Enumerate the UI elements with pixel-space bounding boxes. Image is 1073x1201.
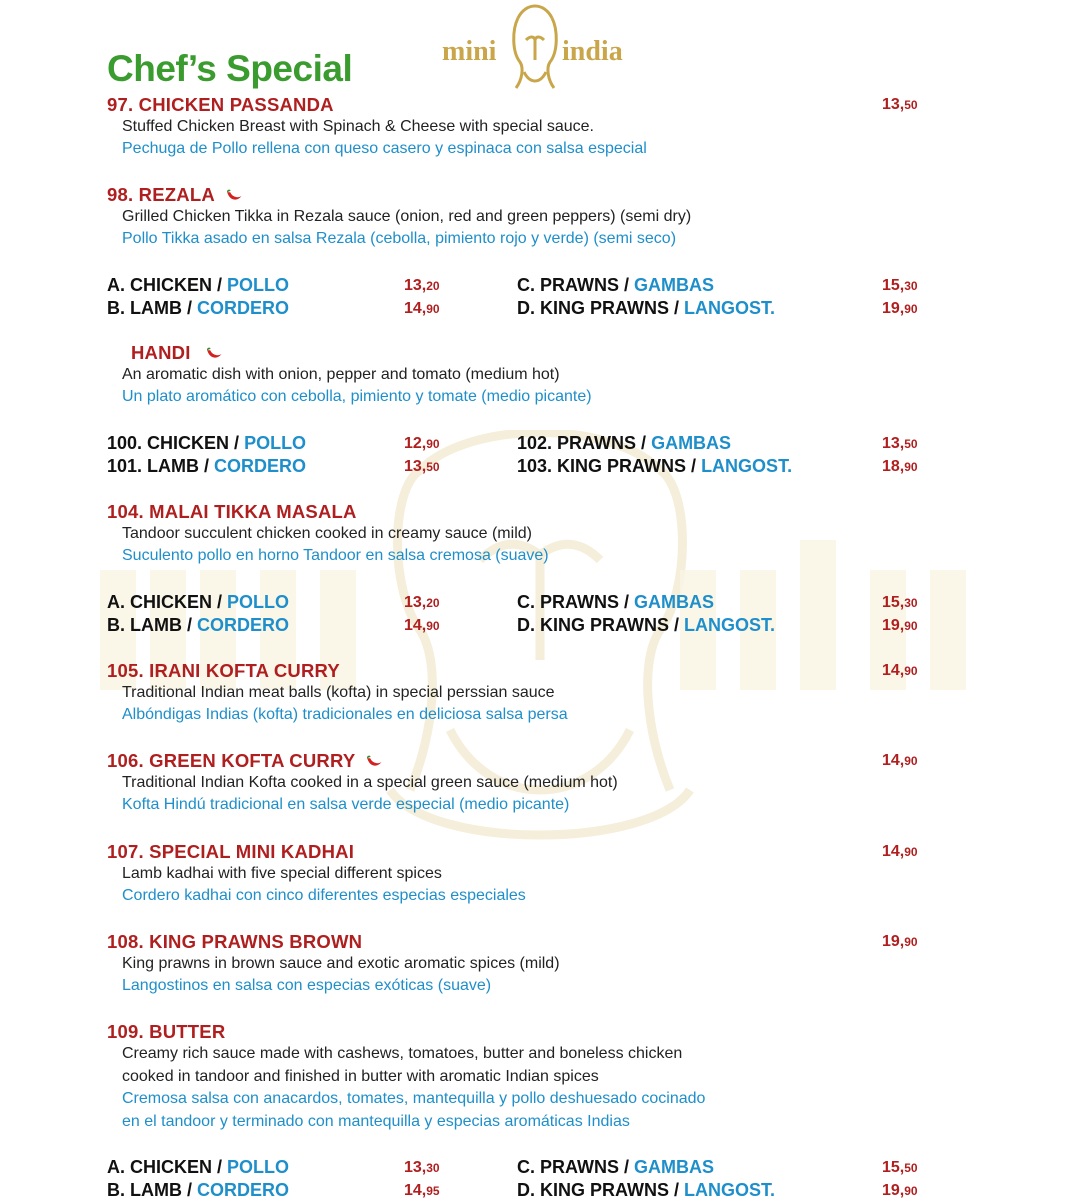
item-104-desc-en: Tandoor succulent chicken cooked in creamy sauce (mild)	[122, 525, 532, 542]
item-106-price: 14,90	[882, 752, 918, 769]
item-104-option-a: A. CHICKEN / POLLO	[107, 592, 290, 612]
handi-option-101: 101. LAMB / CORDERO	[107, 456, 307, 476]
item-108-price: 19,90	[882, 933, 918, 950]
item-98-option-c: C. PRAWNS / GAMBAS	[517, 275, 715, 295]
item-97-heading: 97. CHICKEN PASSANDA	[107, 94, 334, 115]
item-98-desc-es: Pollo Tikka asado en salsa Rezala (cebolla, pimiento rojo y verde) (semi seco)	[122, 230, 677, 247]
handi-desc-es: Un plato aromático con cebolla, pimiento y tomate (medio picante)	[122, 388, 592, 405]
item-107-desc-en: Lamb kadhai with five special different spices	[122, 865, 442, 882]
handi-option-101-price: 13,50	[404, 458, 440, 475]
item-98-option-c-price: 15,30	[882, 277, 918, 294]
item-98-heading: 98. REZALA	[107, 184, 243, 206]
handi-desc-en: An aromatic dish with onion, pepper and tomato (medium hot)	[122, 366, 560, 383]
item-98-option-d: D. KING PRAWNS / LANGOST.	[517, 298, 776, 318]
handi-heading: HANDI	[131, 342, 223, 364]
item-105-price: 14,90	[882, 662, 918, 679]
item-104-option-d: D. KING PRAWNS / LANGOST.	[517, 615, 776, 635]
item-108-desc-es: Langostinos en salsa con especias exóticas (suave)	[122, 977, 492, 994]
item-104-option-c-price: 15,30	[882, 594, 918, 611]
handi-option-100-price: 12,90	[404, 435, 440, 452]
item-109-desc-en-1: Creamy rich sauce made with cashews, tomatoes, butter and boneless chicken	[122, 1045, 683, 1062]
item-109-option-a: A. CHICKEN / POLLO	[107, 1157, 290, 1177]
item-104-option-b-price: 14,90	[404, 617, 440, 634]
handi-option-102-price: 13,50	[882, 435, 918, 452]
chili-icon	[225, 189, 243, 203]
item-104-option-b: B. LAMB / CORDERO	[107, 615, 290, 635]
item-106-desc-es: Kofta Hindú tradicional en salsa verde especial (medio picante)	[122, 796, 570, 813]
item-109-desc-es-2: en el tandoor y terminado con mantequilla y especias aromáticas Indias	[122, 1113, 630, 1130]
item-108-heading: 108. KING PRAWNS BROWN	[107, 931, 363, 952]
item-98-option-a: A. CHICKEN / POLLO	[107, 275, 290, 295]
item-104-option-a-price: 13,20	[404, 594, 440, 611]
logo-text-india: india	[562, 36, 623, 67]
item-104-option-c: C. PRAWNS / GAMBAS	[517, 592, 715, 612]
item-98-option-d-price: 19,90	[882, 300, 918, 317]
item-97-price: 13,50	[882, 96, 918, 113]
page-title: Chef’s Special	[107, 48, 353, 89]
item-109-desc-es-1: Cremosa salsa con anacardos, tomates, mantequilla y pollo deshuesado cocinado	[122, 1090, 706, 1107]
handi-option-100: 100. CHICKEN / POLLO	[107, 433, 307, 453]
item-107-price: 14,90	[882, 843, 918, 860]
item-109-option-d-price: 19,90	[882, 1182, 918, 1199]
item-98-option-b: B. LAMB / CORDERO	[107, 298, 290, 318]
logo-text-mini: mini	[442, 36, 497, 67]
mini-india-logo	[440, 0, 630, 92]
chili-icon	[205, 347, 223, 361]
chili-icon	[365, 755, 383, 769]
handi-option-102: 102. PRAWNS / GAMBAS	[517, 433, 732, 453]
item-105-desc-es: Albóndigas Indias (kofta) tradicionales en deliciosa salsa persa	[122, 706, 568, 723]
item-109-option-b-price: 14,95	[404, 1182, 440, 1199]
handi-option-103: 103. KING PRAWNS / LANGOST.	[517, 456, 793, 476]
item-109-desc-en-2: cooked in tandoor and finished in butter with aromatic Indian spices	[122, 1068, 599, 1085]
item-98-option-b-price: 14,90	[404, 300, 440, 317]
item-97-desc-es: Pechuga de Pollo rellena con queso casero y espinaca con salsa especial	[122, 140, 647, 157]
item-109-heading: 109. BUTTER	[107, 1021, 226, 1042]
item-109-option-d: D. KING PRAWNS / LANGOST.	[517, 1180, 776, 1200]
item-105-desc-en: Traditional Indian meat balls (kofta) in special perssian sauce	[122, 684, 555, 701]
item-109-option-b: B. LAMB / CORDERO	[107, 1180, 290, 1200]
item-98-option-a-price: 13,20	[404, 277, 440, 294]
item-109-option-c-price: 15,50	[882, 1159, 918, 1176]
item-104-desc-es: Suculento pollo en horno Tandoor en salsa cremosa (suave)	[122, 547, 549, 564]
item-106-desc-en: Traditional Indian Kofta cooked in a special green sauce (medium hot)	[122, 774, 618, 791]
item-104-heading: 104. MALAI TIKKA MASALA	[107, 501, 357, 522]
handi-option-103-price: 18,90	[882, 458, 918, 475]
item-109-option-c: C. PRAWNS / GAMBAS	[517, 1157, 715, 1177]
item-105-heading: 105. IRANI KOFTA CURRY	[107, 660, 340, 681]
item-107-heading: 107. SPECIAL MINI KADHAI	[107, 841, 355, 862]
item-106-heading: 106. GREEN KOFTA CURRY	[107, 750, 383, 772]
item-98-desc-en: Grilled Chicken Tikka in Rezala sauce (onion, red and green peppers) (semi dry)	[122, 208, 692, 225]
item-104-option-d-price: 19,90	[882, 617, 918, 634]
item-107-desc-es: Cordero kadhai con cinco diferentes especias especiales	[122, 887, 526, 904]
item-97-desc-en: Stuffed Chicken Breast with Spinach & Cheese with special sauce.	[122, 118, 594, 135]
item-109-option-a-price: 13,30	[404, 1159, 440, 1176]
item-108-desc-en: King prawns in brown sauce and exotic aromatic spices (mild)	[122, 955, 560, 972]
